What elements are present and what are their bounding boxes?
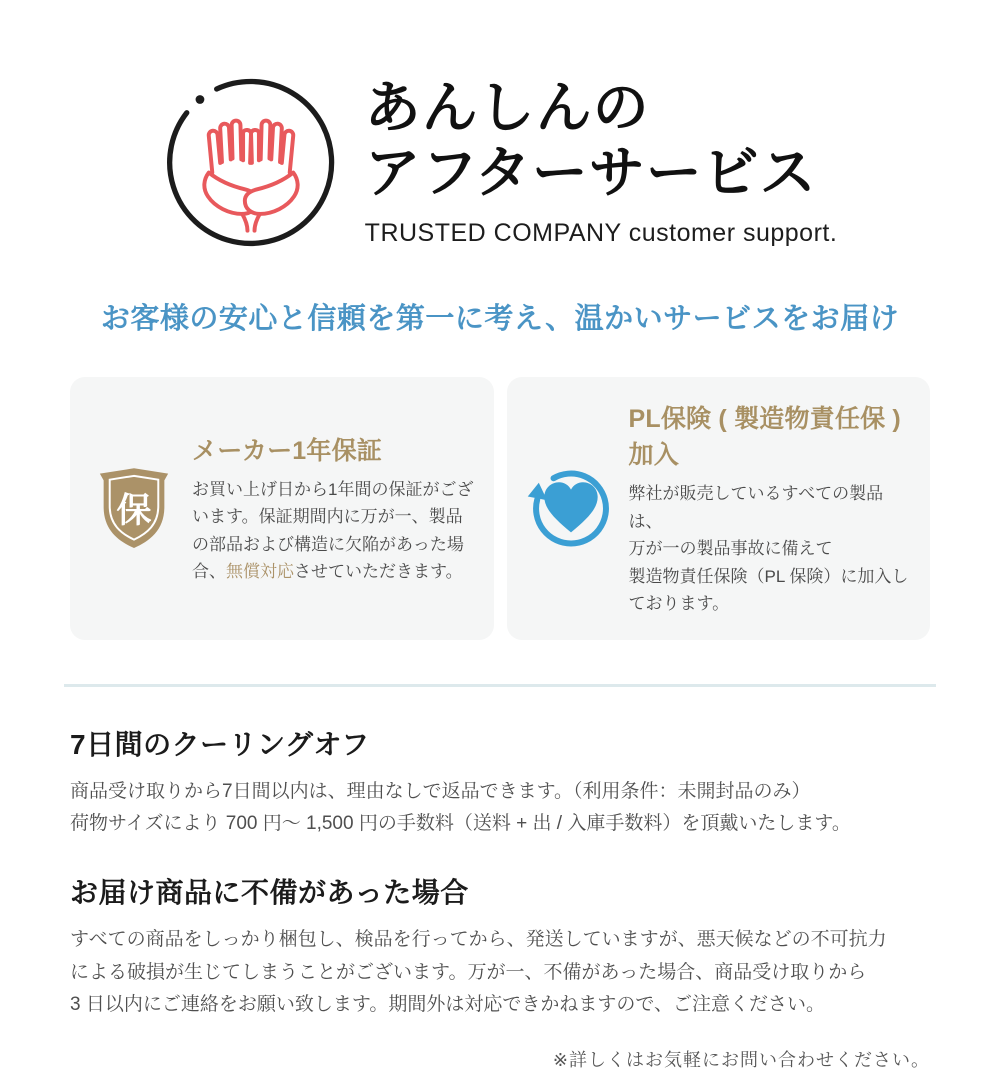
warranty-shield-icon [88,466,180,551]
cooling-off-body [70,776,930,841]
shield-kanji-label: 保 [116,490,152,530]
page-title [365,76,838,205]
feature-cards [70,377,930,640]
pl-body-line: 製造物責任保険（PL 保険）に加入しております。 [628,566,909,614]
warranty-card-body [192,476,476,586]
cooling-off-heading: 7日間のクーリングオフ [70,728,370,760]
pl-body-line: 万が一の製品事故に備えて [628,539,833,559]
defect-body-line: 3 日以内にご連絡をお願い致します。期間外は対応できかねますので、ご注意ください。 [70,994,825,1016]
defect-heading: お届け商品に不備があった場合 [70,877,469,908]
header [0,74,1000,250]
pl-insurance-card [507,377,931,640]
tagline: お客様の安心と信頼を第一に考え、温かいサービスをお届け [100,303,900,335]
cooling-off-section [70,723,930,841]
page-title-line2: アフターサービス [364,140,817,204]
warranty-body-before: お買い上げ日から1年間の保証がございます。保証期間内に万が一、製品の部品および構造に欠陥があった場合、 [192,479,474,582]
contact-footnote: ※詳しくはお気軽にお問い合わせください。 [552,1050,930,1071]
section-divider [64,684,936,687]
pl-insurance-card-title: PL保険 ( 製造物責任保 ) 加入 [628,405,901,469]
warranty-card [70,377,494,640]
warranty-body-highlight: 無償対応 [226,562,294,582]
page-subtitle: TRUSTED COMPANY customer support. [364,218,838,247]
open-hands-icon [163,74,339,250]
warranty-body-after: させていただきます。 [294,562,463,582]
pl-body-line: 弊社が販売しているすべての製品は、 [628,484,884,531]
cooling-off-body-line: 荷物サイズにより 700 円～ 1,500 円の手数料（送料 + 出 / 入庫手数料）を頂戴いたします。 [70,813,851,835]
warranty-card-title: メーカー1年保証 [192,436,383,465]
defect-body-line: による破損が生じてしまうことがございます。万が一、不備があった場合、商品受け取りから [70,961,867,983]
defect-body-line: すべての商品をしっかり梱包し、検品を行ってから、発送していますが、悪天候などの不可抗力 [70,929,887,950]
page-title-line1: あんしんの [364,76,650,140]
header-text-block [365,76,838,248]
warranty-card-content [192,431,476,586]
defect-body [70,924,930,1022]
pl-insurance-heart-icon [525,461,617,556]
cooling-off-body-line: 商品受け取りから7日間以内は、理由なしで返品できます。（利用条件：未開封品のみ） [70,780,811,802]
defect-section [70,871,930,1022]
pl-insurance-card-content [629,399,913,618]
pl-insurance-card-body [629,480,913,618]
